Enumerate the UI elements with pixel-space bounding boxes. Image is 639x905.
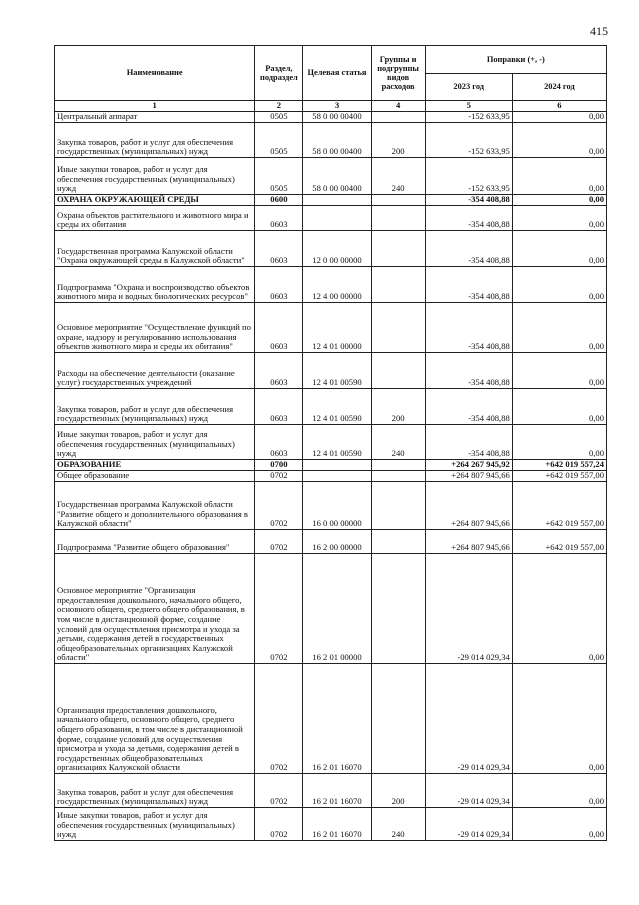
row-group	[371, 460, 425, 471]
row-target: 16 2 01 16070	[303, 664, 371, 774]
row-amount-2023: -29 014 029,34	[425, 808, 512, 841]
row-target	[303, 460, 371, 471]
row-amount-2024: 0,00	[512, 123, 606, 158]
row-section: 0505	[255, 158, 303, 195]
row-group: 240	[371, 808, 425, 841]
row-target: 16 0 00 00000	[303, 482, 371, 530]
page-number: 415	[590, 24, 608, 38]
row-amount-2024: 0,00	[512, 303, 606, 353]
row-amount-2024: 0,00	[512, 425, 606, 460]
row-amount-2023: +264 807 945,66	[425, 530, 512, 554]
row-target: 58 0 00 00400	[303, 123, 371, 158]
row-section: 0702	[255, 664, 303, 774]
row-group	[371, 554, 425, 664]
row-section: 0702	[255, 482, 303, 530]
table-row	[55, 460, 607, 471]
table-row	[55, 123, 607, 158]
row-name: Государственная программа Калужской области "Охрана окружающей среды в Калужской области"	[55, 231, 255, 267]
column-number: 5	[425, 101, 512, 112]
row-target: 16 2 01 16070	[303, 774, 371, 808]
row-name: Подпрограмма "Охрана и воспроизводство объектов животного мира и водных биологических ресурсов"	[55, 267, 255, 303]
row-target	[303, 471, 371, 482]
row-amount-2024: 0,00	[512, 664, 606, 774]
row-group	[371, 482, 425, 530]
row-section: 0700	[255, 460, 303, 471]
row-amount-2024: 0,00	[512, 158, 606, 195]
table-row	[55, 530, 607, 554]
row-target: 16 2 01 16070	[303, 808, 371, 841]
header-year-2024: 2024 год	[512, 74, 606, 101]
row-amount-2024: 0,00	[512, 389, 606, 425]
row-section: 0603	[255, 267, 303, 303]
table-row	[55, 112, 607, 123]
row-amount-2023: -354 408,88	[425, 425, 512, 460]
row-amount-2024: 0,00	[512, 353, 606, 389]
row-amount-2023: -354 408,88	[425, 195, 512, 206]
row-amount-2023: -354 408,88	[425, 353, 512, 389]
row-amount-2024: 0,00	[512, 231, 606, 267]
table-row	[55, 267, 607, 303]
row-group	[371, 303, 425, 353]
row-section: 0603	[255, 353, 303, 389]
row-target: 12 0 00 00000	[303, 231, 371, 267]
row-amount-2023: -152 633,95	[425, 112, 512, 123]
row-target	[303, 195, 371, 206]
table-row	[55, 808, 607, 841]
row-section: 0702	[255, 774, 303, 808]
row-target	[303, 206, 371, 231]
row-amount-2024: 0,00	[512, 808, 606, 841]
row-amount-2024: 0,00	[512, 554, 606, 664]
row-amount-2024: +642 019 557,00	[512, 471, 606, 482]
row-amount-2023: -354 408,88	[425, 303, 512, 353]
row-amount-2023: -29 014 029,34	[425, 664, 512, 774]
header-amendments: Поправки (+, -)	[425, 46, 606, 74]
row-section: 0600	[255, 195, 303, 206]
row-name: Иные закупки товаров, работ и услуг для обеспечения государственных (муниципальных) нужд	[55, 425, 255, 460]
header-name: Наименование	[55, 46, 255, 101]
row-target: 12 4 01 00000	[303, 303, 371, 353]
row-name: Закупка товаров, работ и услуг для обеспечения государственных (муниципальных) нужд	[55, 123, 255, 158]
header-year-2023: 2023 год	[425, 74, 512, 101]
table-row	[55, 158, 607, 195]
table-row	[55, 482, 607, 530]
row-name: ОБРАЗОВАНИЕ	[55, 460, 255, 471]
row-name: ОХРАНА ОКРУЖАЮЩЕЙ СРЕДЫ	[55, 195, 255, 206]
row-group	[371, 267, 425, 303]
row-section: 0603	[255, 425, 303, 460]
row-group: 240	[371, 158, 425, 195]
row-group: 200	[371, 774, 425, 808]
row-amount-2023: +264 807 945,66	[425, 482, 512, 530]
row-section: 0603	[255, 303, 303, 353]
row-amount-2024: +642 019 557,24	[512, 460, 606, 471]
table-row	[55, 353, 607, 389]
row-name: Основное мероприятие "Осуществление функций по охране, надзору и регулированию использования объектов животного мира и среды их обитания"	[55, 303, 255, 353]
header-groups: Группы и подгруппы видов расходов	[371, 46, 425, 101]
row-group	[371, 112, 425, 123]
row-target: 58 0 00 00400	[303, 158, 371, 195]
row-amount-2024: +642 019 557,00	[512, 482, 606, 530]
table-body	[55, 112, 607, 841]
row-group	[371, 231, 425, 267]
row-amount-2024: +642 019 557,00	[512, 530, 606, 554]
row-amount-2023: -354 408,88	[425, 231, 512, 267]
row-section: 0702	[255, 530, 303, 554]
row-name: Основное мероприятие "Организация предоставления дошкольного, начального общего, основного общего, среднего общего образования, в том числе в дистанционной форме, создание условий для осуществления присмотра и ухода за детьми, содержания детей в государственных общеобразовательных организациях Калужской области"	[55, 554, 255, 664]
row-name: Общее образование	[55, 471, 255, 482]
row-section: 0505	[255, 112, 303, 123]
row-name: Иные закупки товаров, работ и услуг для обеспечения государственных (муниципальных) нужд	[55, 158, 255, 195]
row-target: 58 0 00 00400	[303, 112, 371, 123]
table-row	[55, 206, 607, 231]
row-name: Иные закупки товаров, работ и услуг для обеспечения государственных (муниципальных) нужд	[55, 808, 255, 841]
column-numbers-row	[55, 101, 607, 112]
row-group: 200	[371, 123, 425, 158]
row-section: 0603	[255, 389, 303, 425]
row-amount-2023: +264 267 945,92	[425, 460, 512, 471]
table-row	[55, 303, 607, 353]
row-group	[371, 195, 425, 206]
row-name: Закупка товаров, работ и услуг для обеспечения государственных (муниципальных) нужд	[55, 389, 255, 425]
table-row	[55, 774, 607, 808]
row-section: 0603	[255, 206, 303, 231]
column-number: 3	[303, 101, 371, 112]
row-name: Закупка товаров, работ и услуг для обеспечения государственных (муниципальных) нужд	[55, 774, 255, 808]
header-section: Раздел, подраздел	[255, 46, 303, 101]
row-name: Организация предоставления дошкольного, начального общего, основного общего, среднего общего образования, в том числе в дистанционной форме, создание условий для осуществления присмотра и ухода за детьми, содержания детей в государственных общеобразовательных организациях Калужской области	[55, 664, 255, 774]
column-number: 1	[55, 101, 255, 112]
row-target: 12 4 01 00590	[303, 389, 371, 425]
row-group	[371, 530, 425, 554]
header-target: Целевая статья	[303, 46, 371, 101]
column-number: 4	[371, 101, 425, 112]
row-group: 240	[371, 425, 425, 460]
column-number: 6	[512, 101, 606, 112]
table-row	[55, 471, 607, 482]
row-group	[371, 353, 425, 389]
row-amount-2023: -354 408,88	[425, 267, 512, 303]
row-amount-2023: -152 633,95	[425, 123, 512, 158]
row-group	[371, 206, 425, 231]
row-section: 0505	[255, 123, 303, 158]
row-amount-2024: 0,00	[512, 267, 606, 303]
row-group	[371, 471, 425, 482]
budget-amendments-table	[54, 45, 607, 841]
row-amount-2024: 0,00	[512, 112, 606, 123]
row-name: Расходы на обеспечение деятельности (оказание услуг) государственных учреждений	[55, 353, 255, 389]
table-row	[55, 554, 607, 664]
row-name: Охрана объектов растительного и животного мира и среды их обитания	[55, 206, 255, 231]
row-target: 16 2 01 00000	[303, 554, 371, 664]
row-section: 0702	[255, 554, 303, 664]
row-amount-2023: -354 408,88	[425, 389, 512, 425]
row-amount-2023: -29 014 029,34	[425, 554, 512, 664]
row-group: 200	[371, 389, 425, 425]
row-section: 0702	[255, 471, 303, 482]
row-amount-2023: -152 633,95	[425, 158, 512, 195]
row-amount-2024: 0,00	[512, 206, 606, 231]
table-row	[55, 231, 607, 267]
table-row	[55, 425, 607, 460]
row-amount-2023: -29 014 029,34	[425, 774, 512, 808]
table-row	[55, 195, 607, 206]
row-name: Центральный аппарат	[55, 112, 255, 123]
row-name: Государственная программа Калужской области "Развитие общего и дополнительного образования в Калужской области"	[55, 482, 255, 530]
row-target: 12 4 01 00590	[303, 425, 371, 460]
row-amount-2023: -354 408,88	[425, 206, 512, 231]
row-amount-2024: 0,00	[512, 774, 606, 808]
row-target: 12 4 00 00000	[303, 267, 371, 303]
row-target: 16 2 00 00000	[303, 530, 371, 554]
row-section: 0702	[255, 808, 303, 841]
row-amount-2023: +264 807 945,66	[425, 471, 512, 482]
row-target: 12 4 01 00590	[303, 353, 371, 389]
row-amount-2024: 0,00	[512, 195, 606, 206]
table-row	[55, 664, 607, 774]
row-group	[371, 664, 425, 774]
table-row	[55, 389, 607, 425]
column-number: 2	[255, 101, 303, 112]
row-section: 0603	[255, 231, 303, 267]
row-name: Подпрограмма "Развитие общего образования"	[55, 530, 255, 554]
